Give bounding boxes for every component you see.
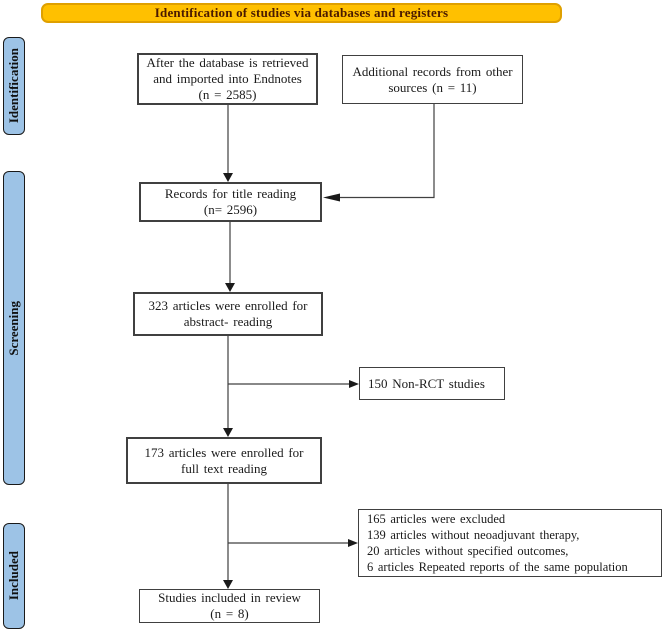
arrow-additional-to-title xyxy=(330,104,434,198)
arrowhead-to-abstract xyxy=(225,283,235,292)
box-non-rct-studies xyxy=(359,367,505,400)
box-full-text-reading xyxy=(126,437,322,484)
arrowhead-to-nonrct xyxy=(349,380,359,388)
box-database-import-line: After the database is retrieved xyxy=(146,55,309,70)
banner xyxy=(41,3,562,23)
box-additional-records-line: sources (n = 11) xyxy=(388,79,477,95)
stage-label-identification-text: Identification xyxy=(6,48,21,124)
box-full-text-reading-line: 173 articles were enrolled for xyxy=(144,444,304,460)
box-database-import xyxy=(137,53,318,105)
arrowhead-to-fulltext xyxy=(223,428,233,437)
box-included-in-review-line: Studies included in review xyxy=(158,590,301,605)
box-excluded-articles-line: 165 articles were excluded xyxy=(367,512,506,526)
box-abstract-reading-line: 323 articles were enrolled for xyxy=(148,298,308,313)
box-title-reading xyxy=(139,182,322,222)
arrowhead-to-included xyxy=(223,580,233,589)
box-excluded-articles-line: 20 articles without specified outcomes, xyxy=(367,544,569,558)
box-excluded-articles-line: 139 articles without neoadjuvant therapy, xyxy=(367,528,580,542)
stage-label-included xyxy=(3,523,25,629)
box-title-reading-line: Records for title reading xyxy=(164,186,297,201)
arrowhead-to-title-right xyxy=(323,194,340,202)
box-database-import-line: (n = 2585) xyxy=(198,87,257,102)
stage-label-screening xyxy=(3,171,25,485)
arrowhead-to-excluded xyxy=(348,539,358,547)
box-included-in-review xyxy=(139,589,320,623)
box-included-in-review-line: (n = 8) xyxy=(210,606,249,621)
box-non-rct-studies-line: 150 Non-RCT studies xyxy=(368,375,485,391)
box-abstract-reading xyxy=(133,292,323,336)
box-additional-records xyxy=(342,55,523,104)
box-abstract-reading-line: abstract- reading xyxy=(183,314,273,329)
stage-label-included-text: Included xyxy=(6,551,21,601)
box-database-import-line: and imported into Endnotes xyxy=(153,71,302,86)
stage-label-screening-text: Screening xyxy=(6,300,21,356)
box-additional-records-line: Additional records from other xyxy=(352,63,513,79)
stage-label-identification xyxy=(3,37,25,135)
box-full-text-reading-line: full text reading xyxy=(180,460,268,476)
box-excluded-articles-line: 6 articles Repeated reports of the same population xyxy=(367,560,628,574)
banner-title: Identification of studies via databases and registers xyxy=(154,5,449,20)
box-title-reading-line: (n= 2596) xyxy=(203,202,258,217)
box-excluded-articles xyxy=(358,509,662,577)
arrowhead-to-title xyxy=(223,173,233,182)
